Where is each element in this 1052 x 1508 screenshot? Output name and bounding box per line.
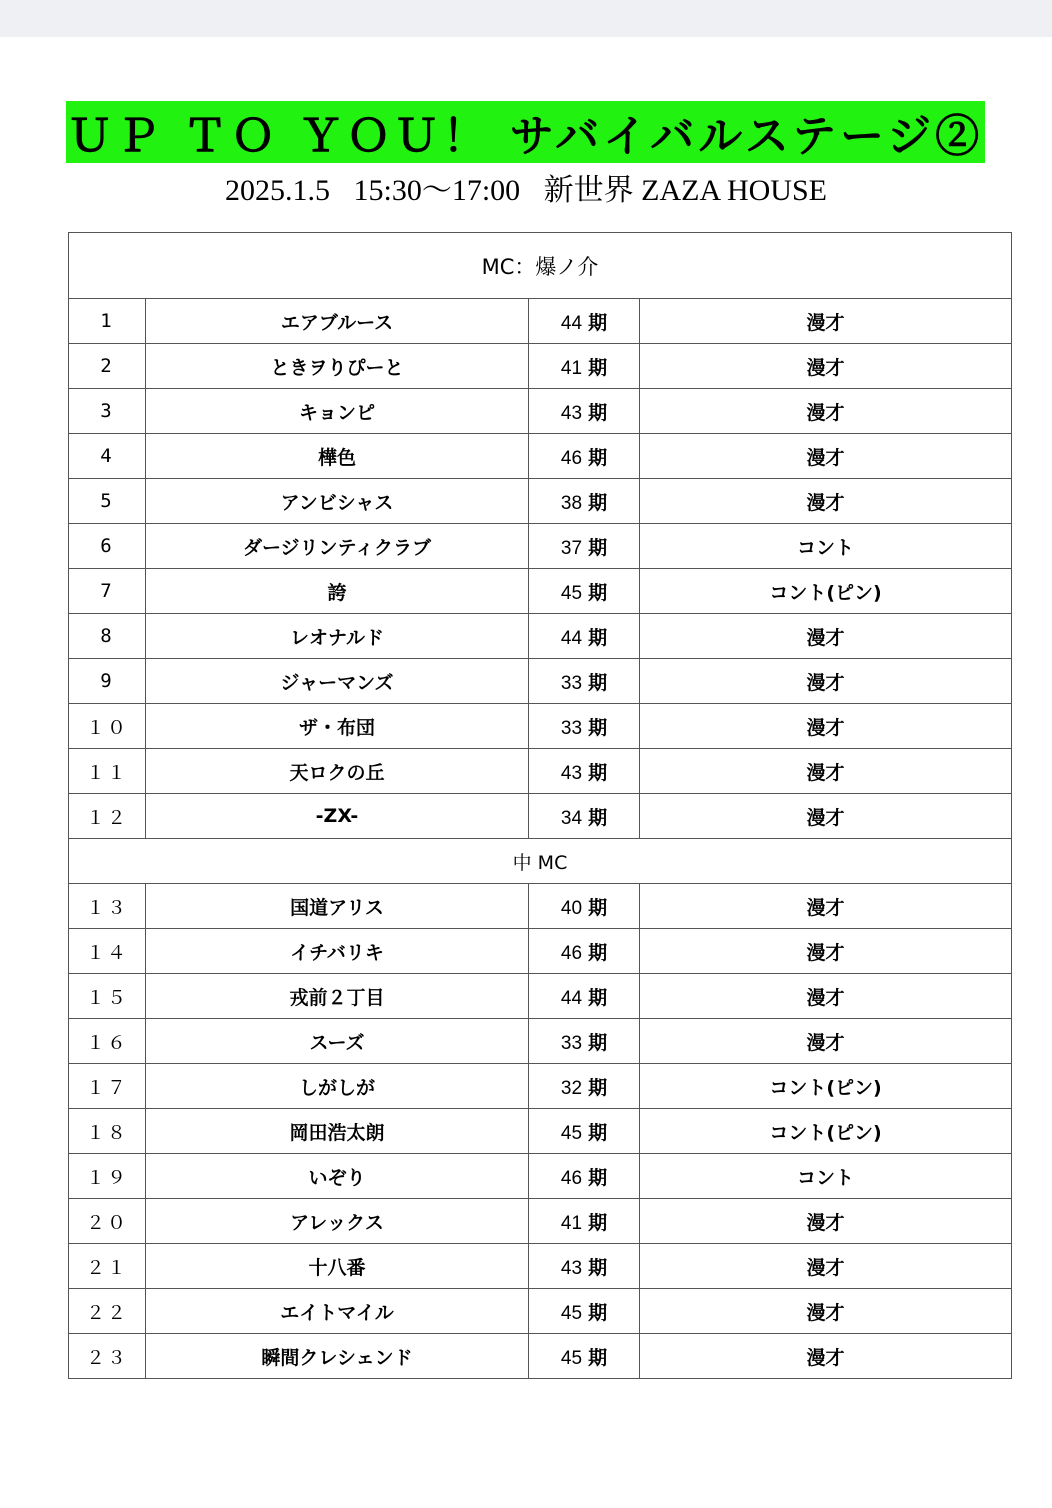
performer-name: 国道アリス [146,884,529,929]
performer-name: アンビシャス [146,479,529,524]
performance-type: 漫才 [640,794,1012,839]
generation-unit: 期 [588,986,608,1009]
performer-number: ２０ [69,1199,146,1244]
performer-generation [529,1154,640,1199]
generation-unit: 期 [588,806,608,829]
generation-unit: 期 [588,716,608,739]
performance-type: 漫才 [640,929,1012,974]
performance-type: 漫才 [640,1244,1012,1289]
performance-type: 漫才 [640,299,1012,344]
performer-generation [529,389,640,434]
generation-unit: 期 [588,1211,608,1234]
performer-name: 岡田浩太朗 [146,1109,529,1154]
performance-type: コント(ピン) [640,569,1012,614]
performer-number: １２ [69,794,146,839]
performance-type: コント(ピン) [640,1064,1012,1109]
table-row [69,929,1012,974]
generation-unit: 期 [588,1346,608,1369]
lineup-table [68,232,1012,1379]
table-row [69,1064,1012,1109]
lineup-body [69,233,1012,1379]
performer-number: ２３ [69,1334,146,1379]
performer-name: イチバリキ [146,929,529,974]
performer-name: スーズ [146,1019,529,1064]
performance-type: 漫才 [640,704,1012,749]
generation-unit: 期 [588,311,608,334]
table-row [69,794,1012,839]
generation-number: 45 [560,1347,583,1369]
performer-number: １０ [69,704,146,749]
generation-unit: 期 [588,1166,608,1189]
performer-generation [529,794,640,839]
performance-type: コント [640,1154,1012,1199]
performance-type: 漫才 [640,389,1012,434]
generation-unit: 期 [588,671,608,694]
performer-generation [529,299,640,344]
performer-number: 9 [69,659,146,704]
performance-type: 漫才 [640,344,1012,389]
performer-name: 天ロクの丘 [146,749,529,794]
performance-type: 漫才 [640,1334,1012,1379]
performer-generation [529,434,640,479]
performance-type: 漫才 [640,1199,1012,1244]
performer-name: ジャーマンズ [146,659,529,704]
performer-generation [529,479,640,524]
performer-generation [529,1334,640,1379]
performer-generation [529,569,640,614]
performer-name: ときヲりぴーと [146,344,529,389]
mc-row [69,233,1012,299]
performance-type: 漫才 [640,749,1012,794]
table-row [69,884,1012,929]
generation-unit: 期 [588,401,608,424]
generation-unit: 期 [588,536,608,559]
performance-type: 漫才 [640,974,1012,1019]
performer-name: 瞬間クレシェンド [146,1334,529,1379]
performer-name: いぞり [146,1154,529,1199]
mid-mc-row [69,839,1012,884]
generation-number: 37 [560,537,583,559]
performer-name: レオナルド [146,614,529,659]
generation-number: 46 [560,447,583,469]
generation-number: 33 [560,717,583,739]
performance-type: 漫才 [640,614,1012,659]
performance-type: 漫才 [640,884,1012,929]
performer-name: ダージリンティクラブ [146,524,529,569]
table-row [69,659,1012,704]
performer-number: 6 [69,524,146,569]
generation-number: 44 [560,987,583,1009]
performer-generation [529,884,640,929]
table-row [69,1154,1012,1199]
event-date: 2025.1.5 [224,174,330,207]
mc-label: MC：爆ノ介 [69,233,1012,299]
performer-name: しがしが [146,1064,529,1109]
event-venue: 新世界 ZAZA HOUSE [543,174,827,207]
generation-unit: 期 [588,491,608,514]
title-banner [66,101,985,163]
performer-name: エアブルース [146,299,529,344]
performer-number: １６ [69,1019,146,1064]
generation-number: 46 [560,942,583,964]
performer-generation [529,704,640,749]
performer-generation [529,1019,640,1064]
performer-number: ２１ [69,1244,146,1289]
performance-type: 漫才 [640,1289,1012,1334]
performer-number: １４ [69,929,146,974]
performer-number: １７ [69,1064,146,1109]
performer-generation [529,1199,640,1244]
performer-generation [529,1109,640,1154]
table-row [69,614,1012,659]
mid-mc-label: 中 MC [69,839,1012,884]
performance-type: コント [640,524,1012,569]
generation-unit: 期 [588,626,608,649]
performance-type: 漫才 [640,1019,1012,1064]
performer-number: 7 [69,569,146,614]
table-row [69,434,1012,479]
generation-unit: 期 [588,941,608,964]
performance-type: 漫才 [640,659,1012,704]
performer-generation [529,344,640,389]
performer-name: 誇 [146,569,529,614]
generation-unit: 期 [588,761,608,784]
table-row [69,524,1012,569]
generation-number: 34 [560,807,583,829]
table-row [69,1289,1012,1334]
table-row [69,479,1012,524]
table-row [69,1244,1012,1289]
performance-type: 漫才 [640,479,1012,524]
performer-generation [529,1064,640,1109]
performer-number: １８ [69,1109,146,1154]
generation-number: 41 [560,1212,583,1234]
table-row [69,1019,1012,1064]
performer-name: 樺色 [146,434,529,479]
generation-number: 33 [560,672,583,694]
performance-type: 漫才 [640,434,1012,479]
performer-generation [529,1244,640,1289]
generation-number: 45 [560,1122,583,1144]
performer-name: -ZX- [146,794,529,839]
performer-number: １１ [69,749,146,794]
generation-unit: 期 [588,1121,608,1144]
performer-generation [529,974,640,1019]
table-row [69,704,1012,749]
generation-unit: 期 [588,1256,608,1279]
generation-number: 45 [560,1302,583,1324]
performer-name: アレックス [146,1199,529,1244]
event-time: 15:30～17:00 [353,174,521,207]
generation-number: 41 [560,357,583,379]
generation-unit: 期 [588,446,608,469]
table-row [69,974,1012,1019]
generation-unit: 期 [588,1031,608,1054]
generation-number: 32 [560,1077,583,1099]
generation-number: 45 [560,582,583,604]
performer-name: エイトマイル [146,1289,529,1334]
performer-number: 4 [69,434,146,479]
generation-number: 44 [560,312,583,334]
performer-name: キョンピ [146,389,529,434]
performer-generation [529,929,640,974]
performer-number: 2 [69,344,146,389]
generation-unit: 期 [588,581,608,604]
table-row [69,1109,1012,1154]
performer-name: ザ・布団 [146,704,529,749]
performer-number: １９ [69,1154,146,1199]
generation-unit: 期 [588,1076,608,1099]
table-row [69,569,1012,614]
performer-number: 8 [69,614,146,659]
page-title: ＵＰ ＴＯ ＹＯＵ！ サバイバルステージ② [67,111,984,162]
performer-number: ２２ [69,1289,146,1334]
generation-number: 38 [560,492,583,514]
table-row [69,1199,1012,1244]
generation-number: 33 [560,1032,583,1054]
performer-generation [529,1289,640,1334]
generation-number: 46 [560,1167,583,1189]
performer-number: 3 [69,389,146,434]
performer-number: １３ [69,884,146,929]
table-row [69,344,1012,389]
generation-number: 44 [560,627,583,649]
generation-number: 43 [560,1257,583,1279]
performer-number: １５ [69,974,146,1019]
generation-number: 43 [560,762,583,784]
table-row [69,749,1012,794]
generation-unit: 期 [588,1301,608,1324]
generation-unit: 期 [588,356,608,379]
performer-generation [529,614,640,659]
generation-number: 40 [560,897,583,919]
generation-unit: 期 [588,896,608,919]
table-row [69,299,1012,344]
performer-generation [529,659,640,704]
performance-type: コント(ピン) [640,1109,1012,1154]
performer-generation [529,749,640,794]
performer-number: 5 [69,479,146,524]
performer-generation [529,524,640,569]
performer-name: 十八番 [146,1244,529,1289]
generation-number: 43 [560,402,583,424]
table-row [69,389,1012,434]
performer-name: 戎前２丁目 [146,974,529,1019]
top-bar [0,0,1052,37]
table-row [69,1334,1012,1379]
performer-number: 1 [69,299,146,344]
event-info [0,165,1052,209]
